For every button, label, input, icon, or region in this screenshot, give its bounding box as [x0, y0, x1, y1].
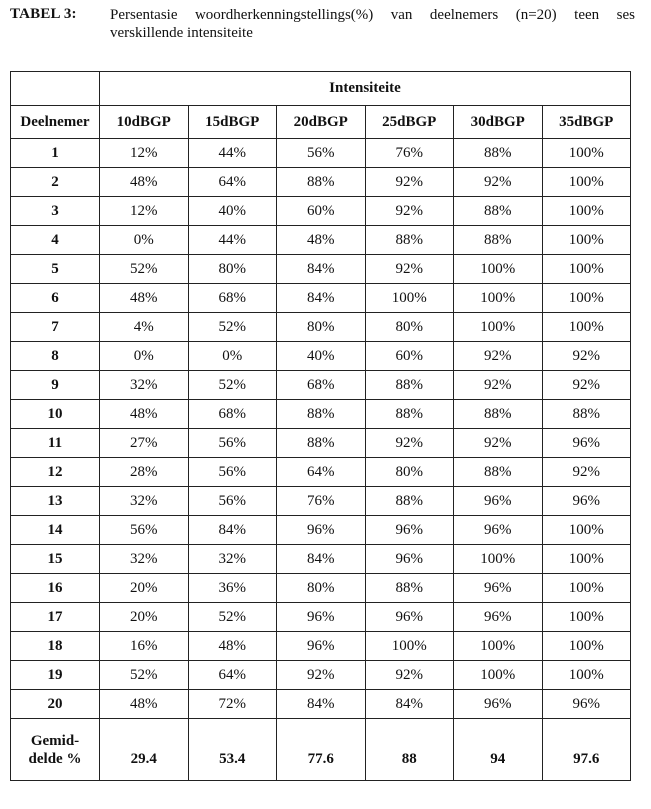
score-cell: 92%: [454, 371, 543, 400]
score-cell: 64%: [188, 168, 277, 197]
score-cell: 96%: [542, 690, 631, 719]
participant-cell: 7: [11, 313, 100, 342]
intensity-header: 15dBGP: [188, 106, 277, 139]
column-header-row: [11, 106, 631, 139]
participant-header: Deelnemer: [11, 106, 100, 139]
score-cell: 96%: [542, 487, 631, 516]
table-row: [11, 487, 631, 516]
score-cell: 76%: [365, 139, 454, 168]
mean-label-line-1: Gemid-: [30, 732, 80, 749]
mean-value: 88: [365, 719, 454, 781]
score-cell: 32%: [100, 545, 189, 574]
table-row: [11, 284, 631, 313]
score-cell: 100%: [454, 284, 543, 313]
score-cell: 4%: [100, 313, 189, 342]
participant-cell: 18: [11, 632, 100, 661]
table-row: [11, 197, 631, 226]
score-cell: 100%: [542, 197, 631, 226]
participant-cell: 11: [11, 429, 100, 458]
score-cell: 20%: [100, 574, 189, 603]
score-cell: 100%: [542, 516, 631, 545]
score-cell: 92%: [277, 661, 366, 690]
score-cell: 88%: [365, 371, 454, 400]
score-cell: 96%: [277, 603, 366, 632]
caption-line-2: verskillende intensiteite: [110, 25, 253, 41]
score-cell: 88%: [365, 400, 454, 429]
score-cell: 56%: [188, 458, 277, 487]
score-cell: 32%: [100, 487, 189, 516]
score-cell: 100%: [542, 226, 631, 255]
mean-row: [11, 719, 631, 781]
score-cell: 80%: [365, 458, 454, 487]
score-cell: 68%: [188, 284, 277, 313]
score-cell: 44%: [188, 139, 277, 168]
score-cell: 100%: [454, 661, 543, 690]
score-cell: 88%: [277, 429, 366, 458]
score-cell: 32%: [100, 371, 189, 400]
score-cell: 100%: [542, 255, 631, 284]
score-cell: 52%: [188, 371, 277, 400]
table-row: [11, 429, 631, 458]
intensity-header: 10dBGP: [100, 106, 189, 139]
score-cell: 100%: [542, 313, 631, 342]
score-cell: 88%: [454, 139, 543, 168]
participant-cell: 5: [11, 255, 100, 284]
score-cell: 56%: [188, 487, 277, 516]
score-cell: 100%: [454, 632, 543, 661]
score-cell: 28%: [100, 458, 189, 487]
score-cell: 92%: [542, 458, 631, 487]
score-cell: 76%: [277, 487, 366, 516]
score-cell: 96%: [365, 516, 454, 545]
participant-cell: 1: [11, 139, 100, 168]
score-cell: 72%: [188, 690, 277, 719]
table-row: [11, 690, 631, 719]
score-cell: 88%: [277, 168, 366, 197]
participant-cell: 14: [11, 516, 100, 545]
score-cell: 44%: [188, 226, 277, 255]
score-cell: 48%: [277, 226, 366, 255]
participant-cell: 3: [11, 197, 100, 226]
results-table: [10, 71, 631, 781]
score-cell: 100%: [454, 255, 543, 284]
score-cell: 92%: [365, 197, 454, 226]
score-cell: 64%: [188, 661, 277, 690]
score-cell: 88%: [365, 574, 454, 603]
score-cell: 52%: [188, 603, 277, 632]
score-cell: 40%: [188, 197, 277, 226]
score-cell: 52%: [100, 255, 189, 284]
intensity-header: 25dBGP: [365, 106, 454, 139]
score-cell: 36%: [188, 574, 277, 603]
table-row: [11, 603, 631, 632]
empty-corner-cell: [11, 72, 100, 106]
score-cell: 96%: [365, 545, 454, 574]
score-cell: 80%: [365, 313, 454, 342]
score-cell: 100%: [542, 661, 631, 690]
score-cell: 84%: [277, 545, 366, 574]
score-cell: 100%: [542, 284, 631, 313]
score-cell: 96%: [454, 690, 543, 719]
score-cell: 20%: [100, 603, 189, 632]
score-cell: 92%: [365, 661, 454, 690]
score-cell: 100%: [542, 574, 631, 603]
table-row: [11, 400, 631, 429]
table-body: [11, 139, 631, 719]
score-cell: 100%: [542, 139, 631, 168]
table-row: [11, 342, 631, 371]
score-cell: 40%: [277, 342, 366, 371]
score-cell: 84%: [277, 255, 366, 284]
score-cell: 12%: [100, 197, 189, 226]
score-cell: 84%: [277, 690, 366, 719]
intensities-group-header: Intensiteite: [100, 72, 631, 106]
mean-value: 29.4: [100, 719, 189, 781]
score-cell: 96%: [277, 516, 366, 545]
score-cell: 16%: [100, 632, 189, 661]
score-cell: 88%: [454, 400, 543, 429]
score-cell: 92%: [365, 429, 454, 458]
score-cell: 0%: [100, 226, 189, 255]
score-cell: 64%: [277, 458, 366, 487]
score-cell: 96%: [365, 603, 454, 632]
score-cell: 60%: [365, 342, 454, 371]
group-header-row: [11, 72, 631, 106]
score-cell: 88%: [454, 197, 543, 226]
score-cell: 56%: [100, 516, 189, 545]
score-cell: 68%: [188, 400, 277, 429]
participant-cell: 16: [11, 574, 100, 603]
table-row: [11, 516, 631, 545]
score-cell: 88%: [454, 226, 543, 255]
score-cell: 52%: [100, 661, 189, 690]
score-cell: 0%: [188, 342, 277, 371]
score-cell: 100%: [365, 284, 454, 313]
table-row: [11, 168, 631, 197]
score-cell: 96%: [454, 603, 543, 632]
score-cell: 80%: [277, 574, 366, 603]
score-cell: 84%: [277, 284, 366, 313]
score-cell: 92%: [454, 429, 543, 458]
caption-line-1: Persentasie woordherkenningstellings(%) van deelnemers (n=20) teen ses: [110, 7, 635, 23]
intensity-header: 35dBGP: [542, 106, 631, 139]
score-cell: 48%: [100, 284, 189, 313]
score-cell: 92%: [454, 168, 543, 197]
mean-value: 77.6: [277, 719, 366, 781]
participant-cell: 12: [11, 458, 100, 487]
score-cell: 48%: [100, 690, 189, 719]
intensity-header: 20dBGP: [277, 106, 366, 139]
participant-cell: 15: [11, 545, 100, 574]
mean-value: 94: [454, 719, 543, 781]
score-cell: 56%: [188, 429, 277, 458]
score-cell: 100%: [542, 632, 631, 661]
score-cell: 96%: [454, 574, 543, 603]
participant-cell: 17: [11, 603, 100, 632]
table-row: [11, 255, 631, 284]
score-cell: 48%: [100, 168, 189, 197]
caption-text: [110, 6, 635, 42]
table-row: [11, 458, 631, 487]
score-cell: 92%: [365, 255, 454, 284]
participant-cell: 2: [11, 168, 100, 197]
score-cell: 88%: [277, 400, 366, 429]
score-cell: 88%: [454, 458, 543, 487]
score-cell: 32%: [188, 545, 277, 574]
score-cell: 60%: [277, 197, 366, 226]
score-cell: 100%: [454, 313, 543, 342]
score-cell: 56%: [277, 139, 366, 168]
score-cell: 96%: [542, 429, 631, 458]
score-cell: 27%: [100, 429, 189, 458]
table-row: [11, 371, 631, 400]
score-cell: 100%: [365, 632, 454, 661]
mean-label-line-2: delde %: [28, 750, 82, 767]
score-cell: 92%: [542, 371, 631, 400]
mean-value: 53.4: [188, 719, 277, 781]
score-cell: 96%: [454, 487, 543, 516]
score-cell: 92%: [365, 168, 454, 197]
mean-label: [11, 719, 100, 781]
score-cell: 100%: [542, 545, 631, 574]
intensity-header: 30dBGP: [454, 106, 543, 139]
score-cell: 96%: [277, 632, 366, 661]
score-cell: 100%: [542, 603, 631, 632]
mean-value: 97.6: [542, 719, 631, 781]
table-row: [11, 226, 631, 255]
participant-cell: 4: [11, 226, 100, 255]
table-row: [11, 139, 631, 168]
score-cell: 48%: [188, 632, 277, 661]
table-row: [11, 661, 631, 690]
participant-cell: 10: [11, 400, 100, 429]
score-cell: 52%: [188, 313, 277, 342]
score-cell: 12%: [100, 139, 189, 168]
score-cell: 48%: [100, 400, 189, 429]
participant-cell: 20: [11, 690, 100, 719]
table-row: [11, 313, 631, 342]
score-cell: 88%: [365, 487, 454, 516]
caption-label: TABEL 3:: [10, 6, 77, 22]
participant-cell: 13: [11, 487, 100, 516]
score-cell: 84%: [188, 516, 277, 545]
participant-cell: 6: [11, 284, 100, 313]
score-cell: 100%: [454, 545, 543, 574]
participant-cell: 19: [11, 661, 100, 690]
score-cell: 84%: [365, 690, 454, 719]
score-cell: 88%: [365, 226, 454, 255]
score-cell: 80%: [188, 255, 277, 284]
score-cell: 0%: [100, 342, 189, 371]
participant-cell: 8: [11, 342, 100, 371]
score-cell: 80%: [277, 313, 366, 342]
table-row: [11, 632, 631, 661]
score-cell: 96%: [454, 516, 543, 545]
score-cell: 68%: [277, 371, 366, 400]
score-cell: 92%: [454, 342, 543, 371]
participant-cell: 9: [11, 371, 100, 400]
table-row: [11, 574, 631, 603]
score-cell: 88%: [542, 400, 631, 429]
score-cell: 100%: [542, 168, 631, 197]
table-row: [11, 545, 631, 574]
score-cell: 92%: [542, 342, 631, 371]
table-caption: [10, 6, 635, 46]
